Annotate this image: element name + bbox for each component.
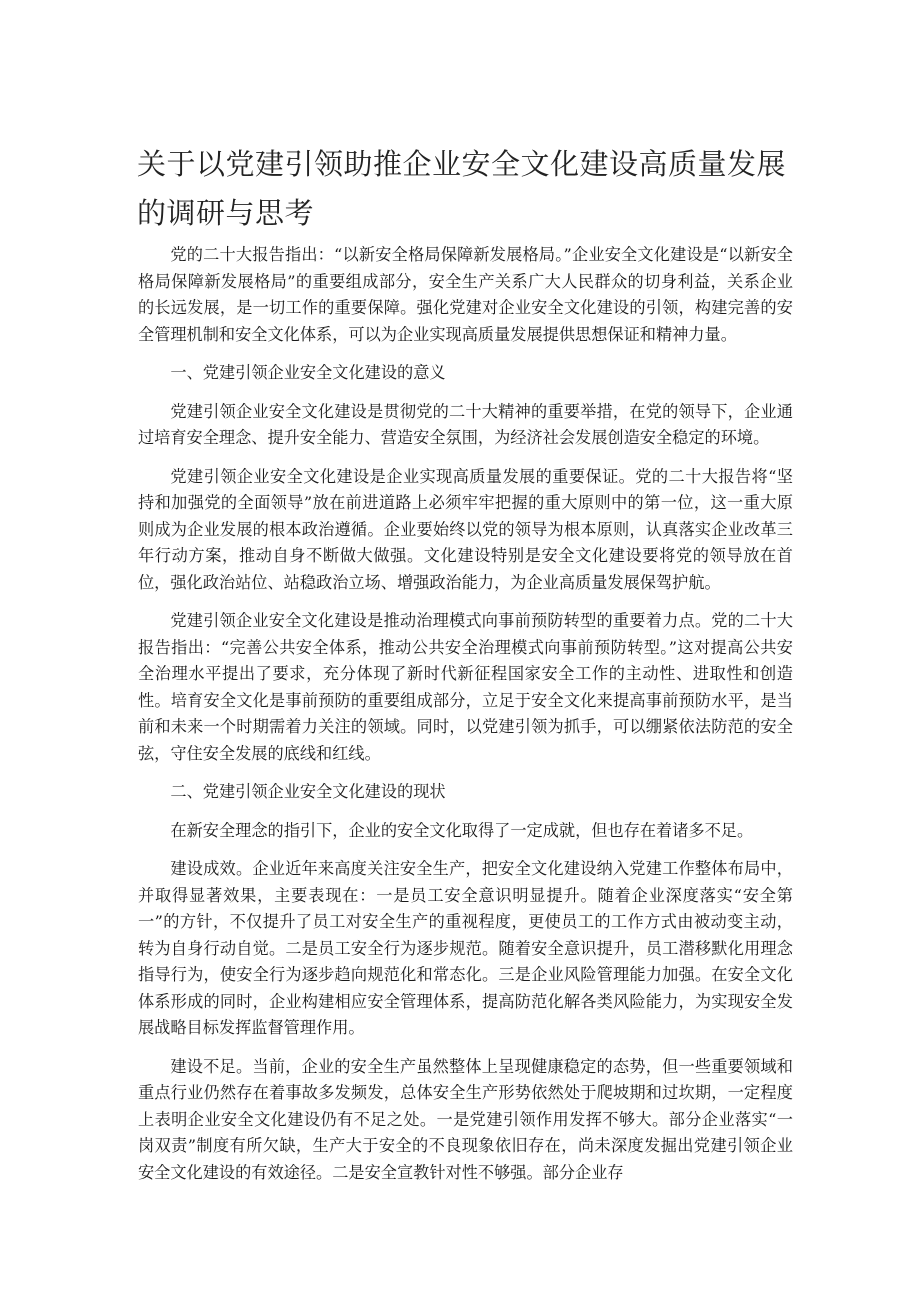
intro-paragraph: 党的二十大报告指出：“以新安全格局保障新发展格局。”企业安全文化建设是“以新安全格局保障新发展格局”的重要组成部分，安全生产关系广大人民群众的切身利益，关系企业的长远发展，是一切工作的重要保障。强化党建对企业安全文化建设的引领，构建完善的安全管理机制和安全文化体系，可以为企业实现高质量发展提供思想保证和精神力量。 [138, 245, 793, 344]
document-title-line-1: 关于以党建引领助推企业安全文化建设高质量发展 [137, 147, 787, 181]
body-paragraph: 在新安全理念的指引下，企业的安全文化取得了一定成就，但也存在着诸多不足。 [170, 820, 754, 840]
body-paragraph: 党建引领企业安全文化建设是企业实现高质量发展的重要保证。党的二十大报告将“坚持和加强党的全面领导”放在前进道路上必须牢牢把握的重大原则中的第一位，这一重大原则成为企业发展的根本政治遵循。企业要始终以党的领导为根本原则，认真落实企业改革三年行动方案，推动自身不断做大做强。文化建设特别是安全文化建设要将党的领导放在首位，强化政治站位、站稳政治立场、增强政治能力，为企业高质量发展保驾护航。 [138, 466, 793, 592]
section-heading-1: 一、党建引领企业安全文化建设的意义 [170, 363, 446, 382]
body-paragraph: 党建引领企业安全文化建设是贯彻党的二十大精神的重要举措，在党的领导下，企业通过培育安全理念、提升安全能力、营造安全氛围，为经济社会发展创造安全稳定的环境。 [138, 401, 793, 447]
body-paragraph: 党建引领企业安全文化建设是推动治理模式向事前预防转型的重要着力点。党的二十大报告指出：“完善公共安全体系，推动公共安全治理模式向事前预防转型。”这对提高公共安全治理水平提出了要求，充分体现了新时代新征程国家安全工作的主动性、进取性和创造性。培育安全文化是事前预防的重要组成部分，立足于安全文化来提高事前预防水平，是当前和未来一个时期需着力关注的领域。同时，以党建引领为抓手，可以绷紧依法防范的安全弦，守住安全发展的底线和红线。 [138, 611, 793, 763]
section-heading-2: 二、党建引领企业安全文化建设的现状 [170, 782, 446, 801]
document-title [137, 140, 797, 238]
body-paragraph: 建设成效。企业近年来高度关注安全生产，把安全文化建设纳入党建工作整体布局中，并取得显著效果，主要表现在：一是员工安全意识明显提升。随着企业深度落实“安全第一”的方针，不仅提升了员工对安全生产的重视程度，更使员工的工作方式由被动变主动，转为自身行动自觉。二是员工安全行为逐步规范。随着安全意识提升，员工潜移默化用理念指导行为，使安全行为逐步趋向规范化和常态化。三是企业风险管理能力加强。在安全文化体系形成的同时，企业构建相应安全管理体系，提高防范化解各类风险能力，为实现安全发展战略目标发挥监督管理作用。 [138, 859, 793, 1037]
document-body [138, 242, 793, 1198]
document-title-line-2: 的调研与思考 [137, 196, 315, 230]
body-paragraph: 建设不足。当前，企业的安全生产虽然整体上呈现健康稳定的态势，但一些重要领域和重点行业仍然存在着事故多发频发，总体安全生产形势依然处于爬坡期和过坎期，一定程度上表明企业安全文化建设仍有不足之处。一是党建引领作用发挥不够大。部分企业落实“一岗双责”制度有所欠缺，生产大于安全的不良现象依旧存在，尚未深度发掘出党建引领企业安全文化建设的有效途径。二是安全宣教针对性不够强。部分企业存 [138, 1056, 793, 1182]
